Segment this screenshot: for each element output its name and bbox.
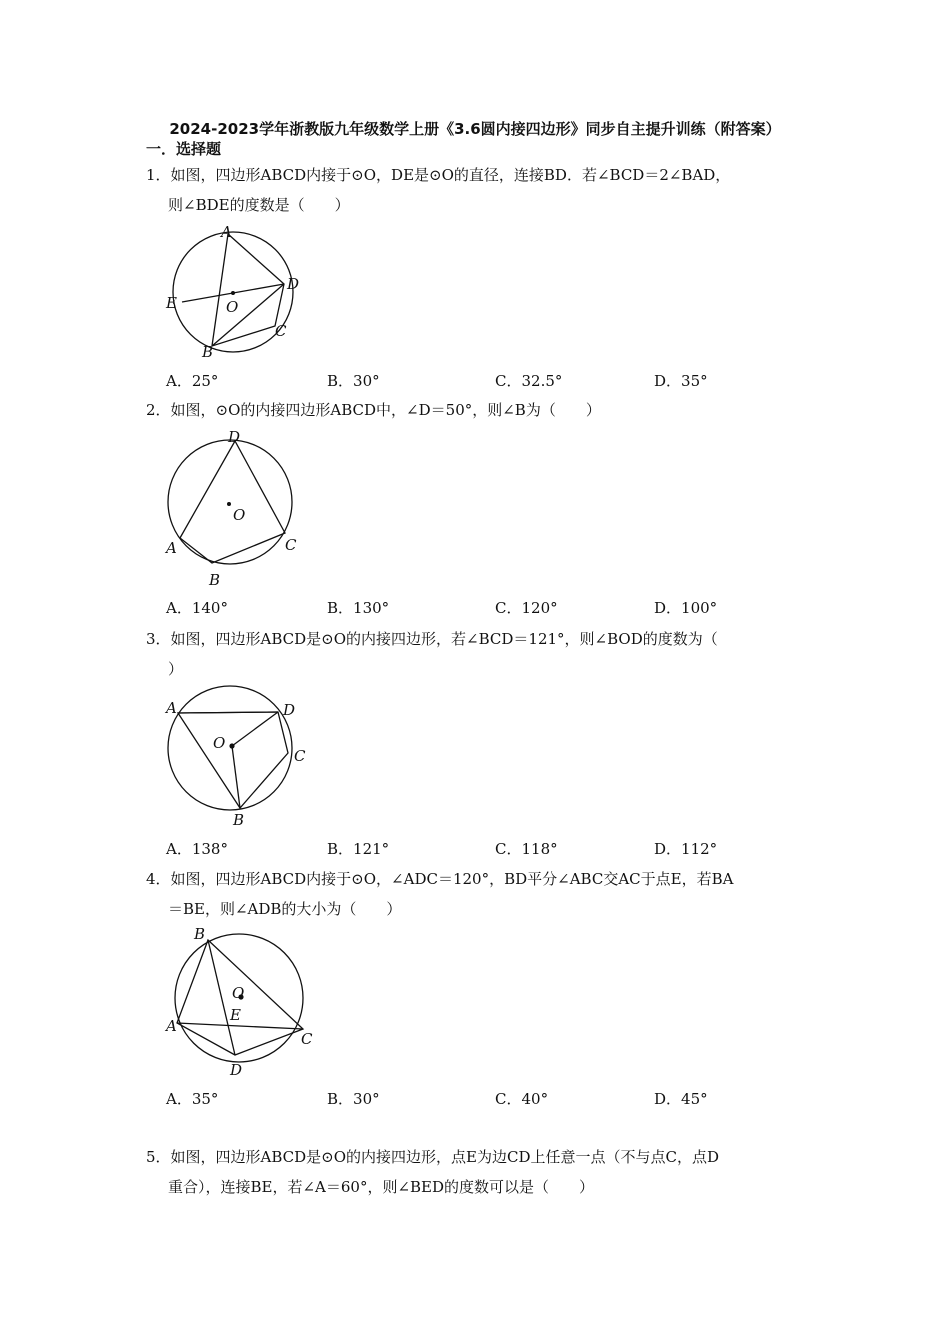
figure-question-1 <box>160 220 320 365</box>
option-b[interactable]: B．30° <box>327 372 380 390</box>
question-5 <box>146 1142 816 1202</box>
figure-question-4 <box>160 922 320 1082</box>
question-2 <box>146 395 816 425</box>
circle-o <box>168 440 292 564</box>
label-point-e: E <box>230 1006 241 1024</box>
options-question-3 <box>166 838 786 862</box>
question-text: 如图，四边形ABCD是⊙O的内接四边形，点E为边CD上任意一点（不与点C，点D <box>170 1148 720 1166</box>
diagonal-bd <box>208 940 235 1055</box>
label-point-a: A <box>166 699 177 717</box>
label-point-d: D <box>287 275 300 293</box>
question-number: 3． <box>146 630 171 648</box>
question-3 <box>146 624 816 684</box>
question-text-continued: 则∠BDE的度数是（ ） <box>168 196 350 214</box>
option-d[interactable]: D．35° <box>654 372 708 390</box>
question-text-continued: ＝BE，则∠ADB的大小为（ ） <box>168 900 402 918</box>
center-point-o <box>227 502 231 506</box>
option-a[interactable]: A．140° <box>166 599 228 617</box>
option-c[interactable]: C．120° <box>495 599 558 617</box>
label-point-c: C <box>294 747 306 765</box>
label-point-d: D <box>283 701 296 719</box>
label-point-c: C <box>275 322 287 340</box>
label-point-c: C <box>301 1030 313 1048</box>
circle-o <box>168 686 292 810</box>
option-a[interactable]: A．138° <box>166 840 228 858</box>
label-point-b: B <box>194 925 206 943</box>
option-b[interactable]: B．30° <box>327 1090 380 1108</box>
question-text-continued: ） <box>168 660 184 678</box>
option-c[interactable]: C．40° <box>495 1090 549 1108</box>
options-question-1 <box>166 370 786 394</box>
quadrilateral-abcd <box>180 441 285 563</box>
label-point-b: B <box>233 811 245 829</box>
question-number: 2． <box>146 401 171 419</box>
label-point-a: A <box>166 539 177 557</box>
option-c[interactable]: C．32.5° <box>495 372 563 390</box>
question-text: 如图，⊙O的内接四边形ABCD中，∠D＝50°，则∠B为（ ） <box>170 401 601 419</box>
question-text: 如图，四边形ABCD是⊙O的内接四边形，若∠BCD＝121°，则∠BOD的度数为（ <box>170 630 718 648</box>
question-text: 如图，四边形ABCD内接于⊙O，DE是⊙O的直径，连接BD．若∠BCD＝2∠BAD， <box>170 166 731 184</box>
geometry-diagram <box>160 220 320 365</box>
option-a[interactable]: A．35° <box>166 1090 219 1108</box>
question-number: 4． <box>146 870 171 888</box>
segment-ad <box>178 712 278 713</box>
center-point-o <box>231 291 235 295</box>
geometry-diagram <box>160 678 320 833</box>
label-point-o: O <box>226 298 239 316</box>
label-point-o: O <box>232 984 245 1002</box>
center-point-o <box>229 743 234 748</box>
page-title: 2024-2023学年浙教版九年级数学上册《3.6圆内接四边形》同步自主提升训练（附答案） <box>169 120 781 138</box>
label-point-b: B <box>209 571 221 589</box>
geometry-diagram <box>160 425 320 590</box>
figure-question-2 <box>160 425 320 590</box>
radius-od <box>232 712 278 746</box>
label-point-o: O <box>213 734 226 752</box>
option-c[interactable]: C．118° <box>495 840 558 858</box>
section-heading: 一．选择题 <box>146 140 222 158</box>
question-number: 1． <box>146 166 171 184</box>
option-d[interactable]: D．100° <box>654 599 718 617</box>
geometry-diagram <box>160 922 320 1082</box>
options-question-4 <box>166 1088 786 1112</box>
label-point-a: A <box>166 1017 177 1035</box>
option-d[interactable]: D．45° <box>654 1090 708 1108</box>
label-point-e: E <box>166 294 177 312</box>
option-b[interactable]: B．130° <box>327 599 390 617</box>
question-1 <box>146 160 816 220</box>
label-point-c: C <box>285 536 297 554</box>
figure-question-3 <box>160 678 320 833</box>
option-b[interactable]: B．121° <box>327 840 390 858</box>
option-a[interactable]: A．25° <box>166 372 219 390</box>
label-point-a: A <box>221 223 232 241</box>
question-number: 5． <box>146 1148 171 1166</box>
question-text: 如图，四边形ABCD内接于⊙O，∠ADC＝120°，BD平分∠ABC交AC于点E，若BA <box>170 870 734 888</box>
label-point-d: D <box>228 428 241 446</box>
label-point-o: O <box>233 506 246 524</box>
label-point-b: B <box>202 343 214 361</box>
question-4 <box>146 864 816 924</box>
options-question-2 <box>166 597 786 621</box>
question-text-continued: 重合），连接BE，若∠A＝60°，则∠BED的度数可以是（ ） <box>168 1178 595 1196</box>
option-d[interactable]: D．112° <box>654 840 718 858</box>
label-point-d: D <box>230 1061 243 1079</box>
